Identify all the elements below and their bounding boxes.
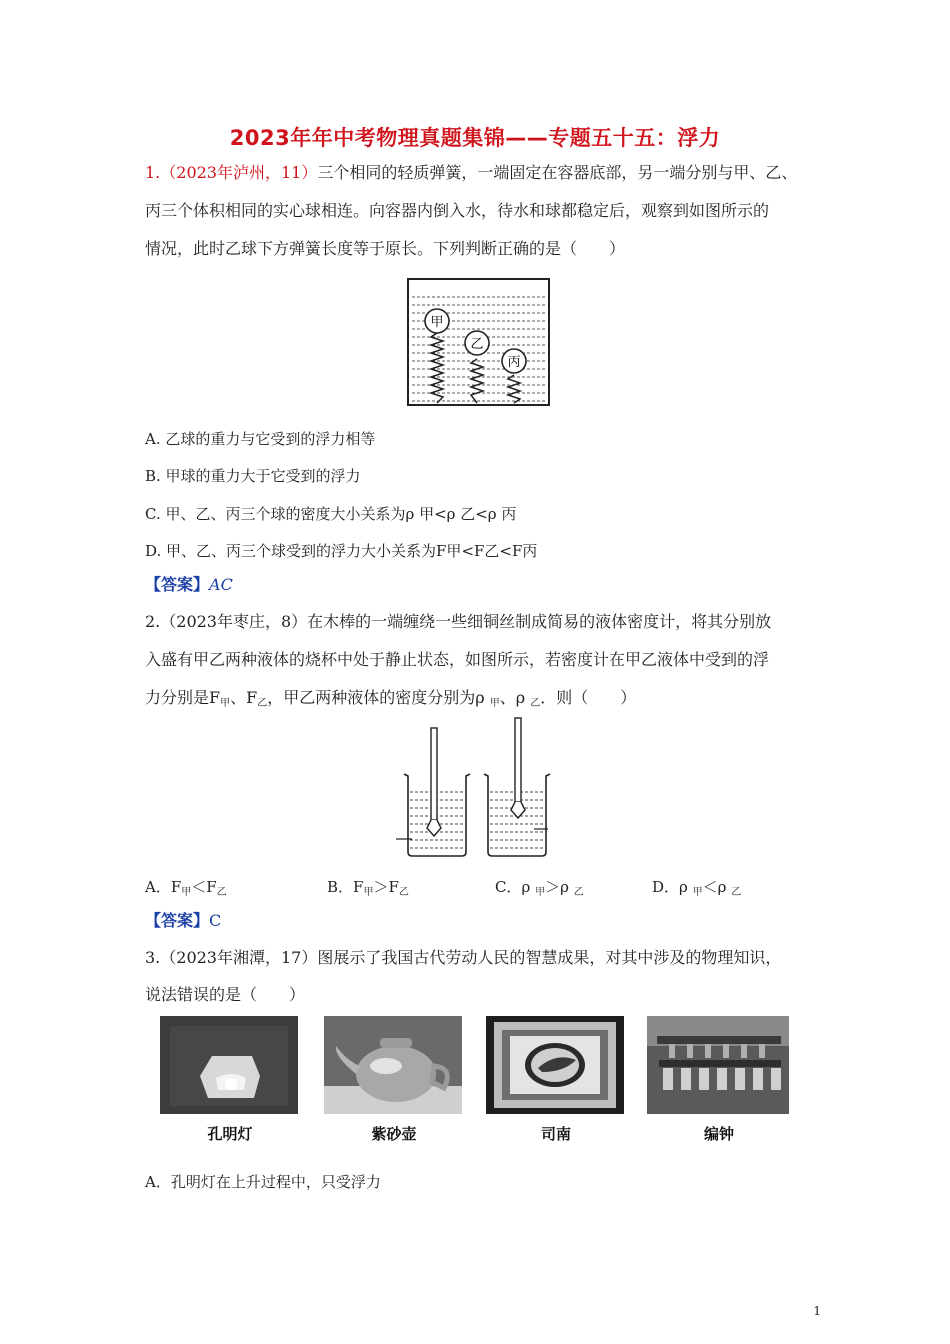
q2-option-d-rho: ρ	[717, 878, 732, 896]
q1-option-b: B. 甲球的重力大于它受到的浮力	[145, 467, 361, 485]
q2-option-a-sub1: 甲	[181, 887, 192, 898]
q2-text-d: 、ρ	[499, 688, 531, 707]
q1-answer-label: 【答案】	[145, 575, 210, 594]
q2-option-b-sub1: 甲	[363, 887, 374, 898]
q1-text-1: 三个相同的轻质弹簧，一端固定在容器底部，另一端分别与甲、乙、	[317, 163, 798, 182]
q1-answer-value: AC	[209, 575, 233, 594]
photo-zisha-teapot	[324, 1016, 462, 1114]
q2-sub-jia-2: 甲	[489, 698, 500, 709]
page-title: 2023年年中考物理真题集锦——专题五十五：浮力	[229, 126, 721, 150]
q2-option-b	[327, 877, 409, 903]
q2-option-a-sub2: 乙	[216, 887, 227, 898]
caption-bianzhong: 编钟	[703, 1125, 734, 1143]
q2-option-d-op: ＜	[702, 878, 718, 896]
q2-option-c-sub1: 甲	[535, 887, 546, 898]
q2-option-b-op: ＞	[373, 878, 389, 896]
q1-stem-line2: 丙三个体积相同的实心球相连。向容器内倒入水，待水和球都稳定后，观察到如图所示的	[145, 201, 770, 220]
q1-stem-line3: 情况，此时乙球下方弹簧长度等于原长。下列判断正确的是（ ）	[145, 239, 626, 258]
q2-text-c: ，甲乙两种液体的密度分别为ρ	[267, 688, 490, 707]
q2-sub-jia-1: 甲	[220, 698, 231, 709]
q2-option-d	[652, 877, 741, 903]
q3-option-a: A．孔明灯在上升过程中，只受浮力	[145, 1173, 381, 1191]
page-number: 1	[813, 1304, 821, 1318]
q2-sub-yi-1: 乙	[257, 698, 268, 709]
photo-sinan-compass	[486, 1016, 624, 1114]
beaker-left	[396, 728, 470, 856]
q2-option-c-prefix: C．ρ	[495, 878, 536, 896]
q2-stem-line3	[145, 688, 636, 714]
q3-stem-line2: 说法错误的是（ ）	[145, 985, 306, 1004]
photo-bianzhong-bells	[647, 1016, 789, 1114]
q1-option-d: D. 甲、乙、丙三个球受到的浮力大小关系为F甲<F乙<F丙	[145, 542, 538, 560]
q1-number: 1.	[145, 163, 161, 182]
q2-answer-label: 【答案】	[145, 911, 210, 930]
q1-figure-container	[404, 277, 554, 409]
q2-option-c-sub2: 乙	[573, 887, 584, 898]
q2-option-b-f: F	[388, 878, 399, 896]
q3-stem-line1: 3.（2023年湘潭，17）图展示了我国古代劳动人民的智慧成果，对其中涉及的物理知识，	[145, 948, 782, 967]
q2-option-a-prefix: A．F	[145, 878, 182, 896]
q2-option-a-f: F	[206, 878, 217, 896]
ball-bing-label: 丙	[507, 355, 521, 370]
q1-source: （2023年泸州，11）	[160, 163, 318, 182]
q2-option-a-op: ＜	[191, 878, 207, 896]
q2-option-b-prefix: B．F	[327, 878, 364, 896]
q2-sub-yi-2: 乙	[530, 698, 541, 709]
ball-jia-label: 甲	[430, 315, 444, 330]
q1-answer	[145, 575, 233, 595]
q2-answer	[145, 911, 221, 931]
q2-option-a	[145, 877, 227, 903]
q1-stem-line1	[145, 163, 797, 183]
q2-text-b: 、F	[230, 688, 258, 707]
caption-kongming-lantern: 孔明灯	[207, 1125, 253, 1143]
q1-option-a: A. 乙球的重力与它受到的浮力相等	[145, 430, 376, 448]
q2-option-d-prefix: D．ρ	[652, 878, 693, 896]
caption-sinan: 司南	[540, 1125, 571, 1143]
q1-option-c: C. 甲、乙、丙三个球的密度大小关系为ρ 甲<ρ 乙<ρ 丙	[145, 505, 517, 523]
caption-zisha-teapot: 紫砂壶	[371, 1125, 417, 1143]
q2-stem-line2: 入盛有甲乙两种液体的烧杯中处于静止状态，如图所示，若密度计在甲乙液体中受到的浮	[145, 650, 770, 669]
q2-answer-value: C	[209, 911, 222, 930]
beaker-right	[484, 718, 550, 856]
q2-stem-line1: 2.（2023年枣庄，8）在木棒的一端缠绕一些细铜丝制成简易的液体密度计，将其分别放	[145, 612, 772, 631]
q2-text-a: 力分别是F	[145, 688, 221, 707]
q2-option-b-sub2: 乙	[398, 887, 409, 898]
q2-option-d-sub2: 乙	[731, 887, 742, 898]
ball-yi-label: 乙	[470, 337, 484, 352]
q2-figure-beakers	[396, 718, 556, 860]
q2-option-d-sub1: 甲	[692, 887, 703, 898]
q2-option-c-op: ＞	[545, 878, 561, 896]
q2-option-c-rho: ρ	[560, 878, 574, 896]
q2-option-c	[495, 877, 584, 903]
q2-text-e: ．则（ ）	[540, 688, 637, 707]
photo-kongming-lantern	[160, 1016, 298, 1114]
